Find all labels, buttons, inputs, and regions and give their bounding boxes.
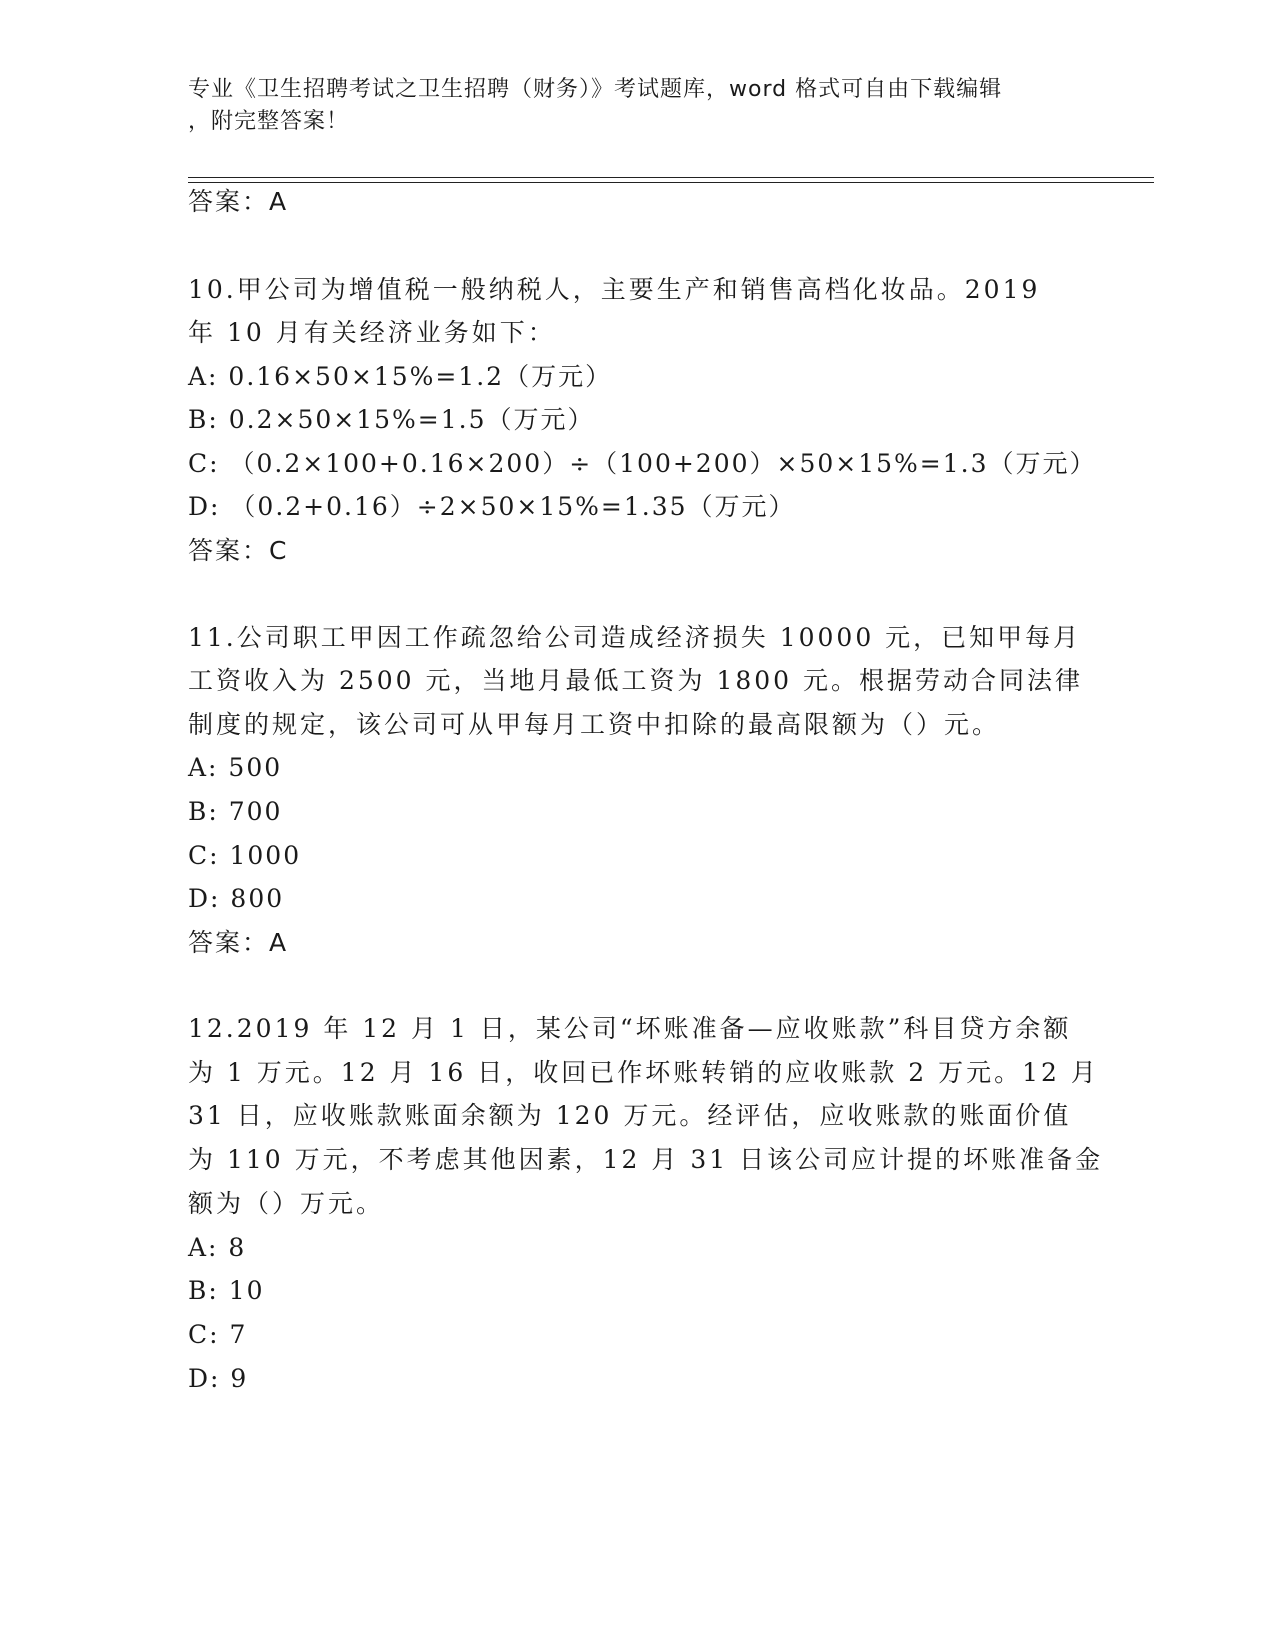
q11-option-c: C: 1000 [188,841,302,870]
header-line-2: ，附完整答案！ [188,109,350,134]
q10-option-b: B: 0.2×50×15%=1.5（万元） [188,405,595,434]
q11-stem-line-3: 制度的规定，该公司可从甲每月工资中扣除的最高限额为（）元。 [188,710,1001,739]
q10-option-d: D: （0.2+0.16）÷2×50×15%=1.35（万元） [188,492,796,521]
q11-stem-line-1: 11.公司职工甲因工作疏忽给公司造成经济损失 10000 元，已知甲每月 [188,623,1082,652]
q12-stem-line-4: 为 110 万元，不考虑其他因素，12 月 31 日该公司应计提的坏账准备金 [188,1145,1104,1174]
q11-stem-line-2: 工资收入为 2500 元，当地月最低工资为 1800 元。根据劳动合同法律 [188,666,1084,695]
q12-option-c: C: 7 [188,1320,248,1349]
q10-option-c: C: （0.2×100+0.16×200）÷（100+200）×50×15%=1.3（万元） [188,449,1097,478]
q12-stem-line-2: 为 1 万元。12 月 16 日，收回已作坏账转销的应收账款 2 万元。12 月 [188,1058,1099,1087]
q11-option-d: D: 800 [188,884,285,913]
header-divider-top [188,177,1154,178]
q12-option-b: B: 10 [188,1276,265,1305]
q10-stem-line-2: 年 10 月有关经济业务如下： [188,318,556,347]
q12-stem-line-3: 31 日，应收账款账面余额为 120 万元。经评估，应收账款的账面价值 [188,1101,1072,1130]
q12-stem-line-1: 12.2019 年 12 月 1 日，某公司“坏账准备—应收账款”科目贷方余额 [188,1014,1072,1043]
header-line-1: 专业《卫生招聘考试之卫生招聘（财务）》考试题库，word 格式可自由下载编辑 [188,77,1003,102]
q11-answer: 答案：A [188,928,289,957]
q10-option-a: A: 0.16×50×15%=1.2（万元） [188,362,613,391]
q12-stem-line-5: 额为（）万元。 [188,1189,385,1218]
q11-option-b: B: 700 [188,797,283,826]
document-header [188,74,1078,138]
header-divider-bottom [188,182,1154,183]
q11-option-a: A: 500 [188,753,283,782]
previous-answer: 答案：A [188,187,289,216]
q12-option-d: D: 9 [188,1364,249,1393]
q12-option-a: A: 8 [188,1233,247,1262]
q10-answer: 答案：C [188,536,289,565]
q10-stem-line-1: 10.甲公司为增值税一般纳税人，主要生产和销售高档化妆品。2019 [188,275,1041,304]
